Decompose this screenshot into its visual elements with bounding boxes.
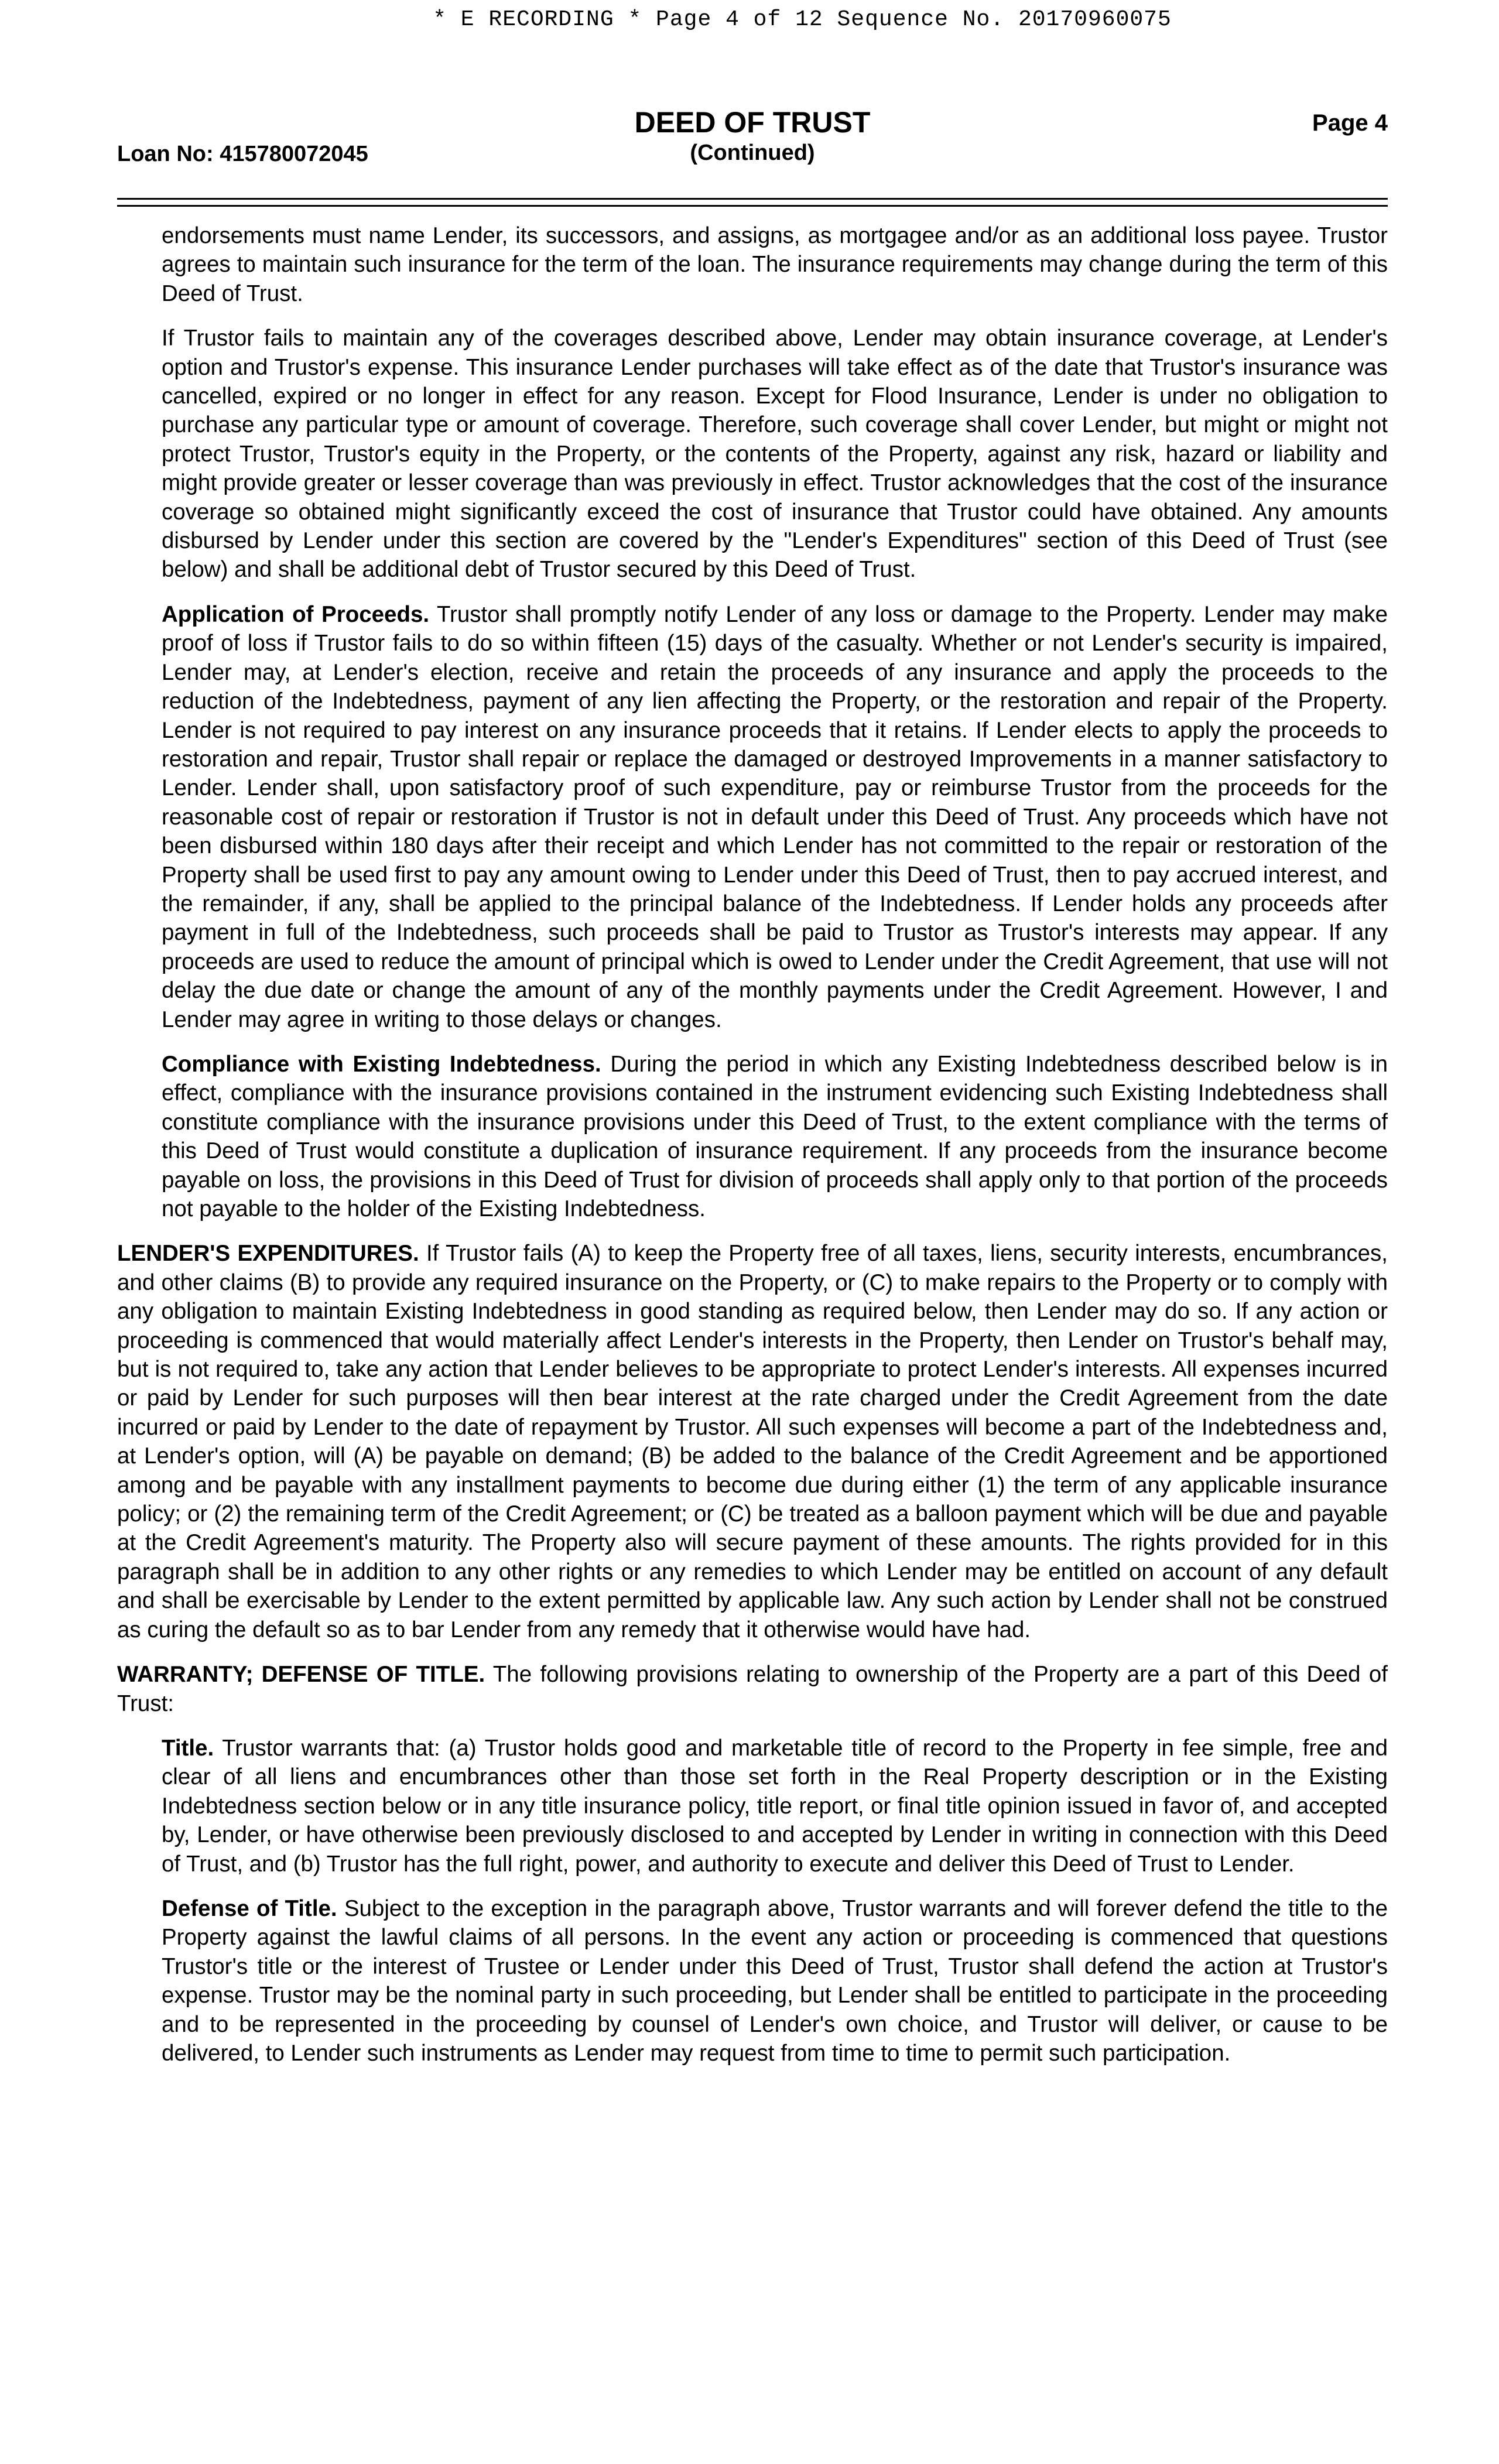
document-body	[117, 221, 1388, 2083]
recording-header-text: * E RECORDING * Page 4 of 12 Sequence No. 20170960075	[433, 7, 1172, 32]
paragraph-warranty-defense-of-title	[117, 1660, 1388, 1718]
paragraph-text: The following provisions relating to ownership of the Property are a part of this Deed of Trust:	[117, 1662, 1388, 1716]
paragraph-application-of-proceeds	[117, 600, 1388, 1034]
loan-number: Loan No: 415780072045	[117, 142, 368, 166]
section-heading: Defense of Title.	[162, 1895, 337, 1921]
document-subtitle: (Continued)	[690, 141, 815, 165]
paragraph-lenders-expenditures	[117, 1239, 1388, 1644]
paragraph-title	[117, 1734, 1388, 1878]
paragraph-text: If Trustor fails to maintain any of the coverages described above, Lender may obtain insurance coverage, at Lender's option and Trustor's expense. This insurance Lender purchases will take effect as of the date that Trustor's insurance was cancelled, expired or no longer in effect for any reason. Except for Flood Insurance, Lender is under no obligation to purchase any particular type or amount of coverage. Therefore, such coverage shall cover Lender, but might or might not protect Trustor, Trustor's equity in the Property, or the contents of the Property, against any risk, hazard or liability and might provide greater or lesser coverage than was previously in effect. Trustor acknowledges that the cost of the insurance coverage so obtained might significantly exceed the cost of insurance that Trustor could have obtained. Any amounts disbursed by Lender under this section are covered by the "Lender's Expenditures" section of this Deed of Trust (see below) and shall be additional debt of Trustor secured by this Deed of Trust.	[162, 326, 1388, 583]
page-number: Page 4	[1312, 110, 1388, 136]
section-heading: Compliance with Existing Indebtedness.	[162, 1051, 601, 1077]
paragraph-defense-of-title	[117, 1894, 1388, 2068]
recording-header	[0, 7, 1499, 32]
header-rule-bottom	[117, 205, 1388, 207]
document-title: DEED OF TRUST	[634, 106, 871, 139]
paragraph-insurance-endorsements	[117, 221, 1388, 308]
section-heading: Title.	[162, 1735, 214, 1761]
paragraph-compliance-existing-indebtedness	[117, 1050, 1388, 1223]
section-heading: Application of Proceeds.	[162, 601, 430, 627]
paragraph-text: Trustor shall promptly notify Lender of any loss or damage to the Property. Lender may make proof of loss if Trustor fails to do so within fifteen (15) days of the casualty. Whether or not Lender's security is impaired, Lender may, at Lender's election, receive and retain the proceeds of any insurance and apply the proceeds to the reduction of the Indebtedness, payment of any lien affecting the Property, or the restoration and repair of the Property. Lender is not required to pay interest on any insurance proceeds that it retains. If Lender elects to apply the proceeds to restoration and repair, Trustor shall repair or replace the damaged or destroyed Improvements in a manner satisfactory to Lender. Lender shall, upon satisfactory proof of such expenditure, pay or reimburse Trustor from the proceeds for the reasonable cost of repair or restoration if Trustor is not in default under this Deed of Trust. Any proceeds which have not been disbursed within 180 days after their receipt and which Lender has not committed to the repair or restoration of the Property shall be used first to pay any amount owing to Lender under this Deed of Trust, then to pay accrued interest, and the remainder, if any, shall be applied to the principal balance of the Indebtedness. If Lender holds any proceeds after payment in full of the Indebtedness, such proceeds shall be paid to Trustor as Trustor's interests may appear. If any proceeds are used to reduce the amount of principal which is owed to Lender under the Credit Agreement, that use will not delay the due date or change the amount of any of the monthly payments under the Credit Agreement. However, I and Lender may agree in writing to those delays or changes.	[162, 601, 1388, 1032]
header-rule-top	[117, 198, 1388, 200]
paragraph-text: During the period in which any Existing Indebtedness described below is in effect, compliance with the insurance provisions contained in the instrument evidencing such Existing Indebtedness shall constitute compliance with the insurance provisions under this Deed of Trust, to the extent compliance with the terms of this Deed of Trust would constitute a duplication of insurance requirement. If any proceeds from the insurance become payable on loss, the provisions in this Deed of Trust for division of proceeds shall apply only to that portion of the proceeds not payable to the holder of the Existing Indebtedness.	[162, 1051, 1388, 1221]
page-header	[117, 105, 1388, 170]
section-heading: LENDER'S EXPENDITURES.	[117, 1241, 419, 1267]
paragraph-text: If Trustor fails (A) to keep the Property free of all taxes, liens, security interests, encumbrances, and other claims (B) to provide any required insurance on the Property, or (C) to make repairs to the Property or to comply with any obligation to maintain Existing Indebtedness in good standing as required below, then Lender may do so. If any action or proceeding is commenced that would materially affect Lender's interests in the Property, then Lender on Trustor's behalf may, but is not required to, take any action that Lender believes to be appropriate to protect Lender's interests. All expenses incurred or paid by Lender for such purposes will then bear interest at the rate charged under the Credit Agreement from the date incurred or paid by Lender to the date of repayment by Trustor. All such expenses will become a part of the Indebtedness and, at Lender's option, will (A) be payable on demand; (B) be added to the balance of the Credit Agreement and be apportioned among and be payable with any installment payments to become due during either (1) the term of any applicable insurance policy; or (2) the remaining term of the Credit Agreement; or (C) be treated as a balloon payment which will be due and payable at the Credit Agreement's maturity. The Property also will secure payment of these amounts. The rights provided for in this paragraph shall be in addition to any other rights or any remedies to which Lender may be entitled on account of any default and shall be exercisable by Lender to the extent permitted by applicable law. Any such action by Lender shall not be construed as curing the default so as to bar Lender from any remedy that it otherwise would have had.	[117, 1241, 1388, 1642]
section-heading: WARRANTY; DEFENSE OF TITLE.	[117, 1662, 485, 1688]
paragraph-failure-to-maintain	[117, 324, 1388, 584]
paragraph-text: endorsements must name Lender, its successors, and assigns, as mortgagee and/or as an additional loss payee. Trustor agrees to maintain such insurance for the term of the loan. The insurance requirements may change during the term of this Deed of Trust.	[162, 223, 1388, 306]
paragraph-text: Trustor warrants that: (a) Trustor holds good and marketable title of record to the Property in fee simple, free and clear of all liens and encumbrances other than those set forth in the Real Property description or in the Existing Indebtedness section below or in any title insurance policy, title report, or final title opinion issued in favor of, and accepted by, Lender, or have otherwise been previously disclosed to and accepted by Lender in writing in connection with this Deed of Trust, and (b) Trustor has the full right, power, and authority to execute and deliver this Deed of Trust to Lender.	[162, 1735, 1388, 1877]
paragraph-text: Subject to the exception in the paragraph above, Trustor warrants and will forever defend the title to the Property against the lawful claims of all persons. In the event any action or proceeding is commenced that questions Trustor's title or the interest of Trustee or Lender under this Deed of Trust, Trustor shall defend the action at Trustor's expense. Trustor may be the nominal party in such proceeding, but Lender shall be entitled to participate in the proceeding and to be represented in the proceeding by counsel of Lender's own choice, and Trustor will deliver, or cause to be delivered, to Lender such instruments as Lender may request from time to time to permit such participation.	[162, 1895, 1388, 2066]
